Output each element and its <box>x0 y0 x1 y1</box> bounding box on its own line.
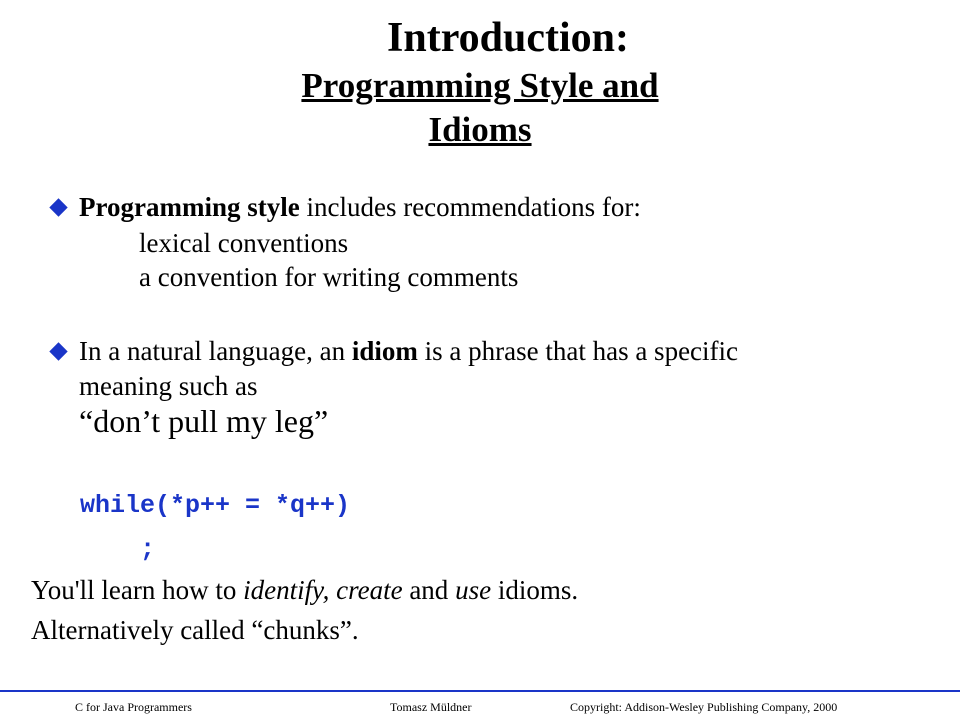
closing-text-idioms: idioms. <box>491 575 579 605</box>
title-sub-line1: Programming Style and <box>301 66 659 105</box>
bullet-2-line1 <box>79 335 738 367</box>
footer-copyright: Copyright: Addison-Wesley Publishing Company, 2000 <box>570 700 838 714</box>
bullet-2-post: is a phrase that has a specific <box>417 336 739 366</box>
bullet-2-pre: In a natural language, an <box>79 336 352 366</box>
bullet-2-line2: meaning such as <box>79 371 258 401</box>
closing-text-identify-create: identify, create <box>243 575 403 605</box>
term-programming-style: Programming style <box>79 192 300 222</box>
diamond-bullet-icon <box>49 342 67 360</box>
idiom-quote: “don’t pull my leg” <box>79 403 329 439</box>
bullet-1-rest: includes recommendations for: <box>299 192 641 222</box>
bullet-1-line <box>79 191 641 223</box>
slide-footer <box>0 690 960 722</box>
footer-course: C for Java Programmers <box>75 700 192 714</box>
closing-text-use: use <box>455 575 492 605</box>
bullet-1-sub1: lexical conventions <box>139 228 349 258</box>
term-idiom: idiom <box>351 336 418 366</box>
title-main: Introduction: <box>387 15 629 61</box>
bullet-1-sub2: a convention for writing comments <box>139 262 519 292</box>
code-line-2: ; <box>140 535 156 564</box>
closing-text-a: You'll learn how to <box>31 575 244 605</box>
footer-author: Tomasz Müldner <box>390 700 472 714</box>
diamond-bullet-icon <box>49 198 67 216</box>
closing-line-1 <box>31 574 578 606</box>
closing-line-2: Alternatively called “chunks”. <box>31 615 359 645</box>
title-sub-line2: Idioms <box>428 110 532 149</box>
closing-text-and: and <box>402 575 456 605</box>
code-line-1: while(*p++ = *q++) <box>80 491 351 520</box>
slide-title <box>0 12 960 152</box>
